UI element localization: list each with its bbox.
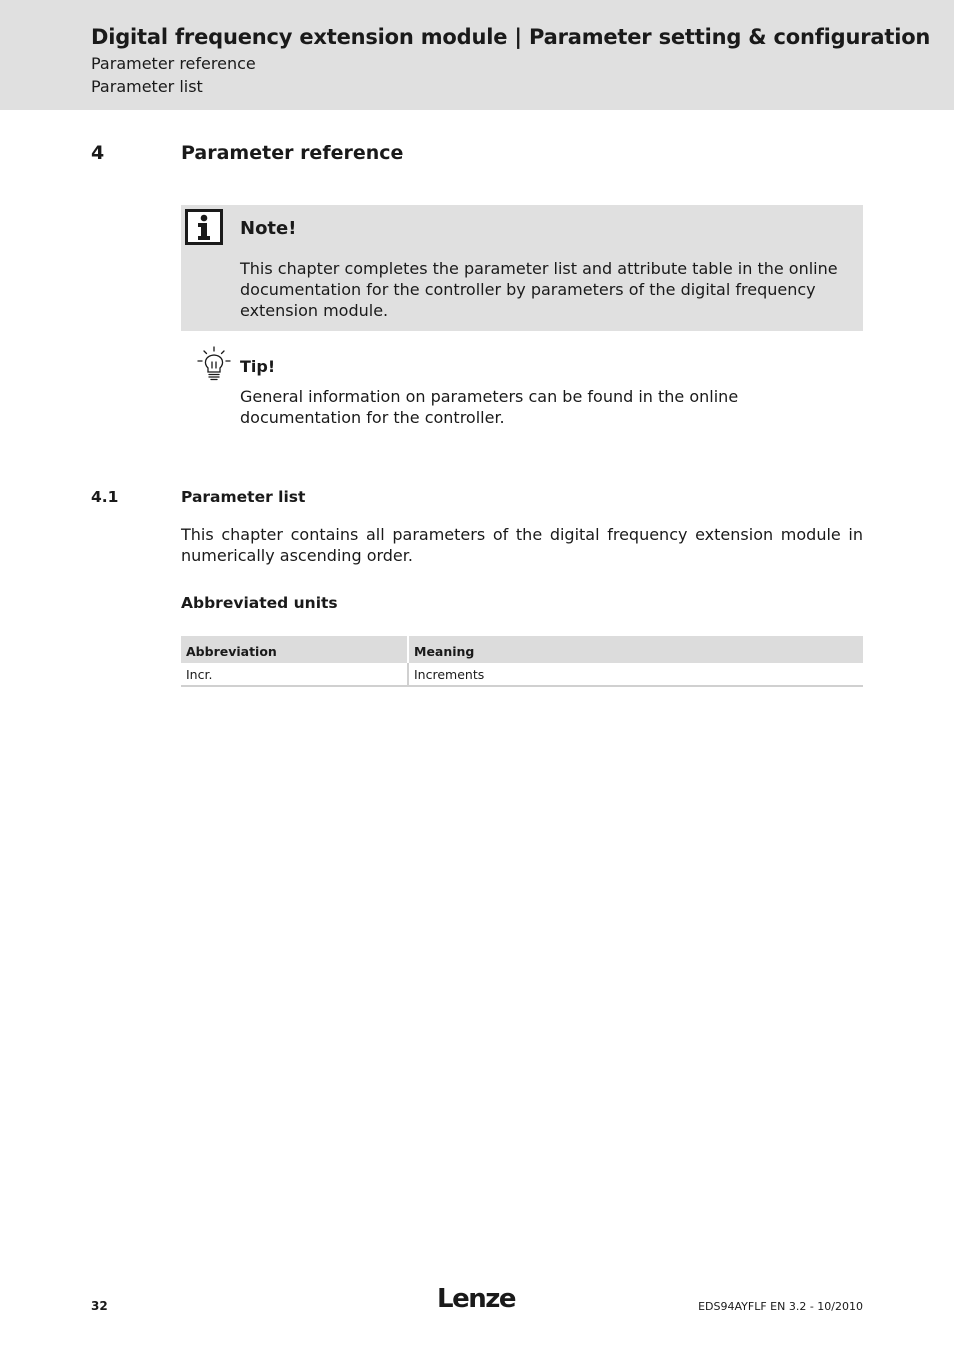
chapter-number: 4 <box>91 142 105 164</box>
info-icon <box>185 209 223 245</box>
page-number: 32 <box>91 1299 108 1313</box>
breadcrumb-chapter: Parameter reference <box>91 54 256 73</box>
units-subheading: Abbreviated units <box>181 594 338 612</box>
lenze-logo: Lenze <box>437 1284 515 1314</box>
table-cell-meaning: Increments <box>408 663 863 686</box>
table-header-row <box>181 636 863 663</box>
column-header-abbreviation: Abbreviation <box>181 636 408 663</box>
abbreviated-units-table <box>181 636 863 687</box>
document-id: EDS94AYFLF EN 3.2 - 10/2010 <box>698 1300 863 1313</box>
table-row <box>181 663 863 686</box>
section-intro: This chapter contains all parameters of the digital frequency extension module in numerically ascending order. <box>181 525 863 565</box>
section-title: Parameter list <box>181 488 306 506</box>
column-header-meaning: Meaning <box>408 636 863 663</box>
document-title: Digital frequency extension module | Parameter setting & configuration <box>91 25 931 49</box>
tip-text: General information on parameters can be found in the online documentation for the controller. <box>240 387 739 427</box>
note-text: This chapter completes the parameter list and attribute table in the online documentation for the controller by parameters of the digital frequency extension module. <box>240 259 838 320</box>
lightbulb-icon <box>196 346 232 382</box>
note-title: Note! <box>240 218 297 239</box>
table-cell-abbreviation: Incr. <box>181 663 408 686</box>
section-number: 4.1 <box>91 488 119 506</box>
chapter-title: Parameter reference <box>181 142 404 164</box>
tip-title: Tip! <box>240 357 276 376</box>
breadcrumb-section: Parameter list <box>91 77 203 96</box>
